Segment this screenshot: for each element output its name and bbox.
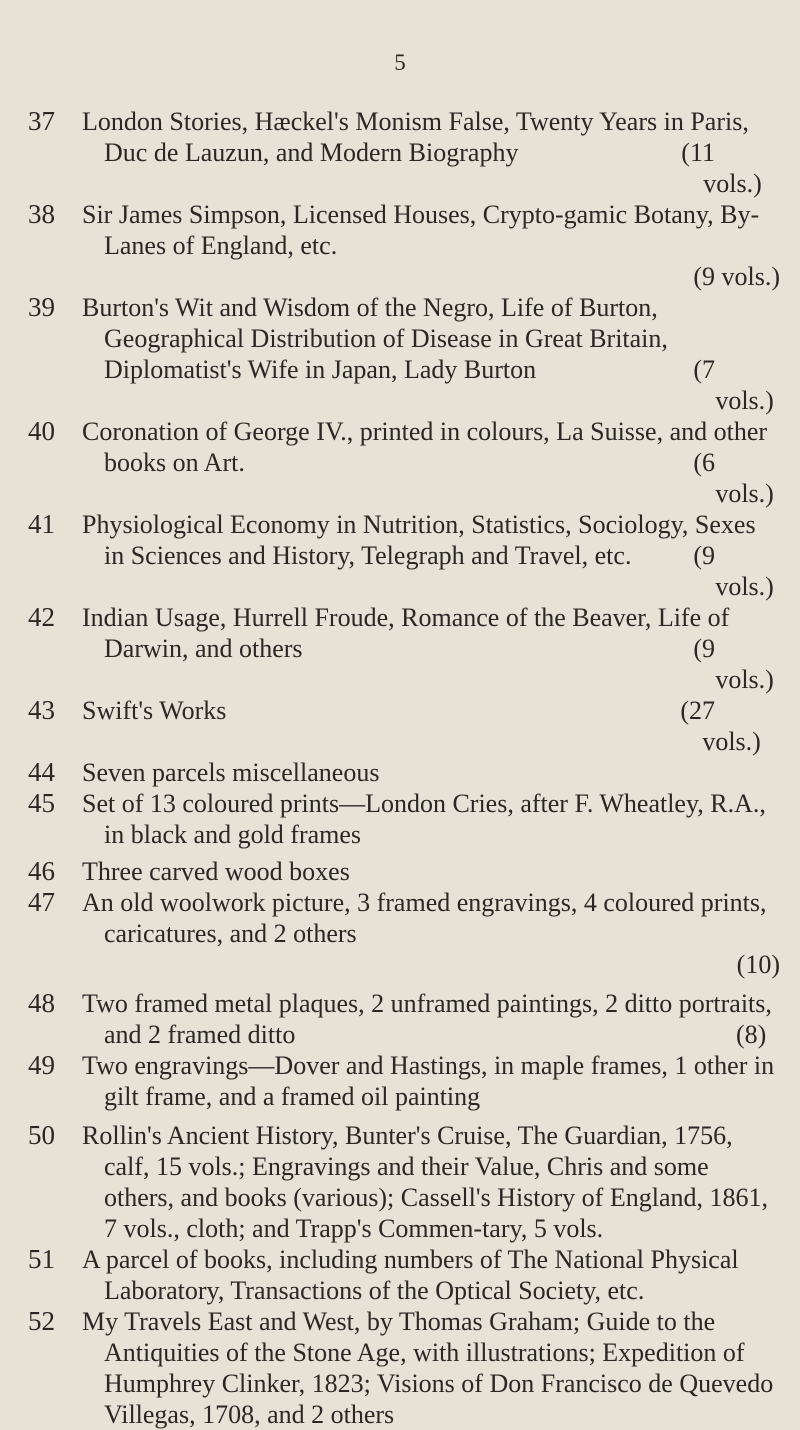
lot-description bbox=[82, 106, 780, 199]
lot-entry bbox=[28, 416, 780, 509]
lot-number: 50 bbox=[28, 1120, 55, 1150]
lot-number: 40 bbox=[28, 416, 55, 446]
lot-text: Two framed metal plaques, 2 unframed paintings, 2 ditto portraits, and 2 framed ditto bbox=[82, 989, 772, 1049]
lot-description bbox=[82, 416, 780, 509]
lot-text: Set of 13 coloured prints—London Cries, after F. Wheatley, R.A., in black and gold frames bbox=[82, 789, 766, 849]
lot-number: 47 bbox=[28, 887, 55, 917]
lot-description bbox=[82, 988, 780, 1050]
lot-entry bbox=[28, 1050, 780, 1112]
lot-entry bbox=[28, 1306, 780, 1430]
lot-description bbox=[82, 757, 780, 788]
lot-description bbox=[82, 292, 780, 416]
lot-description bbox=[82, 1050, 780, 1112]
lot-quantity: (7 vols.) bbox=[693, 355, 774, 415]
lot-entry bbox=[28, 199, 780, 292]
lot-quantity: (27 vols.) bbox=[680, 696, 761, 756]
lot-text: Indian Usage, Hurrell Froude, Romance of the Beaver, Life of Darwin, and others bbox=[82, 603, 730, 663]
lot-number: 41 bbox=[28, 509, 55, 539]
lot-text: A parcel of books, including numbers of The National Physical Laboratory, Transactions of the Optical Society, etc. bbox=[82, 1245, 739, 1305]
lot-quantity: (6 vols.) bbox=[693, 448, 774, 508]
lot-entry bbox=[28, 788, 780, 850]
lot-number: 49 bbox=[28, 1050, 55, 1080]
lot-entry bbox=[28, 1120, 780, 1244]
lot-number: 48 bbox=[28, 988, 55, 1018]
lot-description bbox=[82, 1244, 780, 1306]
lot-number: 39 bbox=[28, 292, 55, 322]
lot-text: Two engravings—Dover and Hastings, in maple frames, 1 other in gilt frame, and a framed oil painting bbox=[82, 1051, 775, 1111]
lot-number: 42 bbox=[28, 602, 55, 632]
lot-entry bbox=[28, 887, 780, 980]
lot-number: 37 bbox=[28, 106, 55, 136]
lot-number: 38 bbox=[28, 199, 55, 229]
lot-entry bbox=[28, 988, 780, 1050]
catalogue-list bbox=[28, 106, 780, 1430]
lot-text: An old woolwork picture, 3 framed engravings, 4 coloured prints, caricatures, and 2 others bbox=[82, 888, 767, 948]
lot-text: My Travels East and West, by Thomas Graham; Guide to the Antiquities of the Stone Age, with illustrations; Expedition of Humphrey Clinker, 1823; Visions of Don Francisco de Quevedo Villegas, 1708, and 2 others bbox=[82, 1307, 774, 1429]
lot-description bbox=[82, 1120, 780, 1244]
lot-text: Burton's Wit and Wisdom of the Negro, Life of Burton, Geographical Distribution of Disease in Great Britain, Diplomatist's Wife in Japan, Lady Burton bbox=[82, 293, 668, 384]
lot-text: London Stories, Hæckel's Monism False, Twenty Years in Paris, Duc de Lauzun, and Modern Biography bbox=[82, 107, 749, 167]
lot-entry bbox=[28, 602, 780, 695]
lot-number: 45 bbox=[28, 788, 55, 818]
lot-number: 52 bbox=[28, 1306, 55, 1336]
lot-description bbox=[82, 788, 780, 850]
lot-description bbox=[82, 602, 780, 695]
lot-text: Coronation of George IV., printed in colours, La Suisse, and other books on Art. bbox=[82, 417, 768, 477]
lot-text: Rollin's Ancient History, Bunter's Cruise, The Guardian, 1756, calf, 15 vols.; Engravings and their Value, Chris and some others, and books (various); Cassell's History of England, 1861, 7 vols., cloth; and Trapp's Commen-tary, 5 vols. bbox=[82, 1121, 768, 1243]
page-number: 5 bbox=[394, 50, 406, 75]
lot-description bbox=[82, 199, 780, 292]
lot-entry bbox=[28, 856, 780, 887]
lot-quantity: (10) bbox=[736, 950, 780, 979]
lot-number: 44 bbox=[28, 757, 55, 787]
lot-description bbox=[82, 856, 780, 887]
lot-quantity: (9 vols.) bbox=[693, 634, 774, 694]
lot-quantity: (9 vols.) bbox=[693, 262, 780, 291]
lot-entry bbox=[28, 757, 780, 788]
lot-description bbox=[82, 1306, 780, 1430]
lot-description bbox=[82, 509, 780, 602]
lot-text: Physiological Economy in Nutrition, Statistics, Sociology, Sexes in Sciences and History, Telegraph and Travel, etc. bbox=[82, 510, 756, 570]
lot-text: Seven parcels miscellaneous bbox=[82, 758, 380, 787]
lot-number: 43 bbox=[28, 695, 55, 725]
lot-text: Swift's Works bbox=[82, 696, 227, 725]
lot-description bbox=[82, 695, 780, 757]
lot-entry bbox=[28, 695, 780, 757]
lot-entry bbox=[28, 106, 780, 199]
lot-quantity: (8) bbox=[736, 1020, 767, 1049]
lot-text: Three carved wood boxes bbox=[82, 857, 350, 886]
lot-description bbox=[82, 887, 780, 980]
lot-text: Sir James Simpson, Licensed Houses, Crypto-gamic Botany, By-Lanes of England, etc. bbox=[82, 200, 760, 260]
lot-entry bbox=[28, 292, 780, 416]
lot-number: 46 bbox=[28, 856, 55, 886]
lot-quantity: (9 vols.) bbox=[693, 541, 774, 601]
lot-entry bbox=[28, 509, 780, 602]
lot-entry bbox=[28, 1244, 780, 1306]
lot-quantity: (11 vols.) bbox=[681, 138, 762, 198]
lot-number: 51 bbox=[28, 1244, 55, 1274]
